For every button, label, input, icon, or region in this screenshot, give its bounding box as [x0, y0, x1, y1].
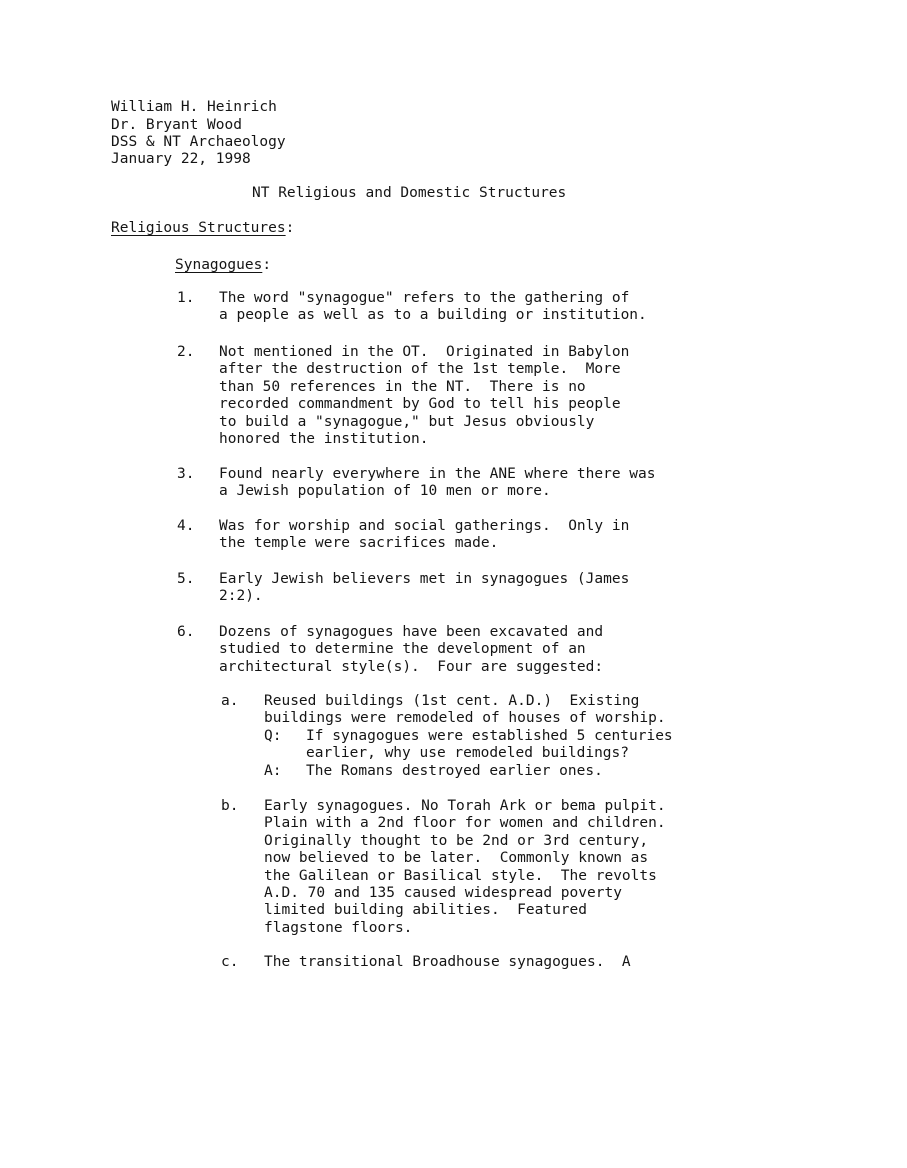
list-item-text-line: the temple were sacrifices made. — [219, 535, 499, 552]
section-heading-row — [111, 220, 294, 237]
course-name: DSS & NT Archaeology — [111, 134, 286, 150]
list-item-text-line: Not mentioned in the OT. Originated in Babylon — [219, 344, 630, 360]
question-label: Q: — [264, 727, 282, 744]
list-item-text-line: recorded commandment by God to tell his people — [219, 396, 621, 413]
sublist-item-text-line: buildings were remodeled of houses of worship. — [264, 710, 666, 727]
sublist-item-text-line: Originally thought to be 2nd or 3rd century, — [264, 832, 649, 849]
subsection-heading: Synagogues — [175, 257, 263, 273]
list-item-text-line: Early Jewish believers met in synagogues (James — [219, 571, 630, 587]
subsection-heading-colon: : — [262, 257, 272, 273]
list-item-text-line: architectural style(s). Four are suggested: — [219, 658, 604, 675]
list-item-text-line: a Jewish population of 10 men or more. — [219, 483, 551, 500]
sublist-item-text-line: flagstone floors. — [264, 919, 413, 936]
document-title: NT Religious and Domestic Structures — [252, 185, 567, 201]
question-text-line: If synagogues were established 5 centuries — [306, 727, 673, 744]
sublist-item-text-line: limited building abilities. Featured — [264, 902, 588, 919]
answer-label: A: — [264, 762, 282, 779]
sublist-item-letter: c. — [221, 954, 239, 970]
sublist-item-letter: b. — [221, 798, 239, 814]
sublist-item-text-line: the Galilean or Basilical style. The revolts — [264, 867, 657, 884]
sublist-item-text-line: Plain with a 2nd floor for women and children. — [264, 815, 666, 832]
list-item-text-line: a people as well as to a building or institution. — [219, 307, 647, 324]
list-item-text-line: Was for worship and social gatherings. Only in — [219, 518, 630, 534]
list-item-number: 2. — [177, 344, 195, 360]
list-item-number: 5. — [177, 571, 195, 587]
list-item-text-line: Dozens of synagogues have been excavated and — [219, 624, 604, 640]
sublist-item-text-line: Reused buildings (1st cent. A.D.) Existing — [264, 693, 640, 709]
question-text-line: earlier, why use remodeled buildings? — [306, 745, 630, 762]
list-item-text-line: The word "synagogue" refers to the gathering of — [219, 290, 630, 306]
sublist-item-letter: a. — [221, 693, 239, 709]
list-item-number: 1. — [177, 290, 195, 306]
list-item-text-line: to build a "synagogue," but Jesus obviously — [219, 413, 595, 430]
list-item-number: 4. — [177, 518, 195, 534]
list-item-text-line: 2:2). — [219, 588, 263, 605]
list-item-number: 3. — [177, 466, 195, 482]
document-date: January 22, 1998 — [111, 151, 251, 167]
section-heading-colon: : — [285, 220, 295, 236]
list-item-text-line: after the destruction of the 1st temple. More — [219, 361, 621, 378]
list-item-text-line: than 50 references in the NT. There is no — [219, 378, 586, 395]
list-item-text-line: Found nearly everywhere in the ANE where there was — [219, 466, 656, 482]
section-heading: Religious Structures — [111, 220, 286, 236]
sublist-item-text-line: Early synagogues. No Torah Ark or bema pulpit. — [264, 798, 666, 814]
professor-name: Dr. Bryant Wood — [111, 117, 242, 133]
sublist-item-text-line: A.D. 70 and 135 caused widespread poverty — [264, 885, 622, 901]
list-item-number: 6. — [177, 624, 195, 640]
list-item-text-line: honored the institution. — [219, 431, 429, 447]
list-item-text-line: studied to determine the development of an — [219, 641, 586, 658]
author-name: William H. Heinrich — [111, 99, 277, 115]
sublist-item-text-line: now believed to be later. Commonly known as — [264, 850, 649, 867]
sublist-item-text-line: The transitional Broadhouse synagogues. A — [264, 954, 631, 970]
answer-text-line: The Romans destroyed earlier ones. — [306, 762, 603, 779]
subsection-heading-row — [175, 257, 271, 274]
